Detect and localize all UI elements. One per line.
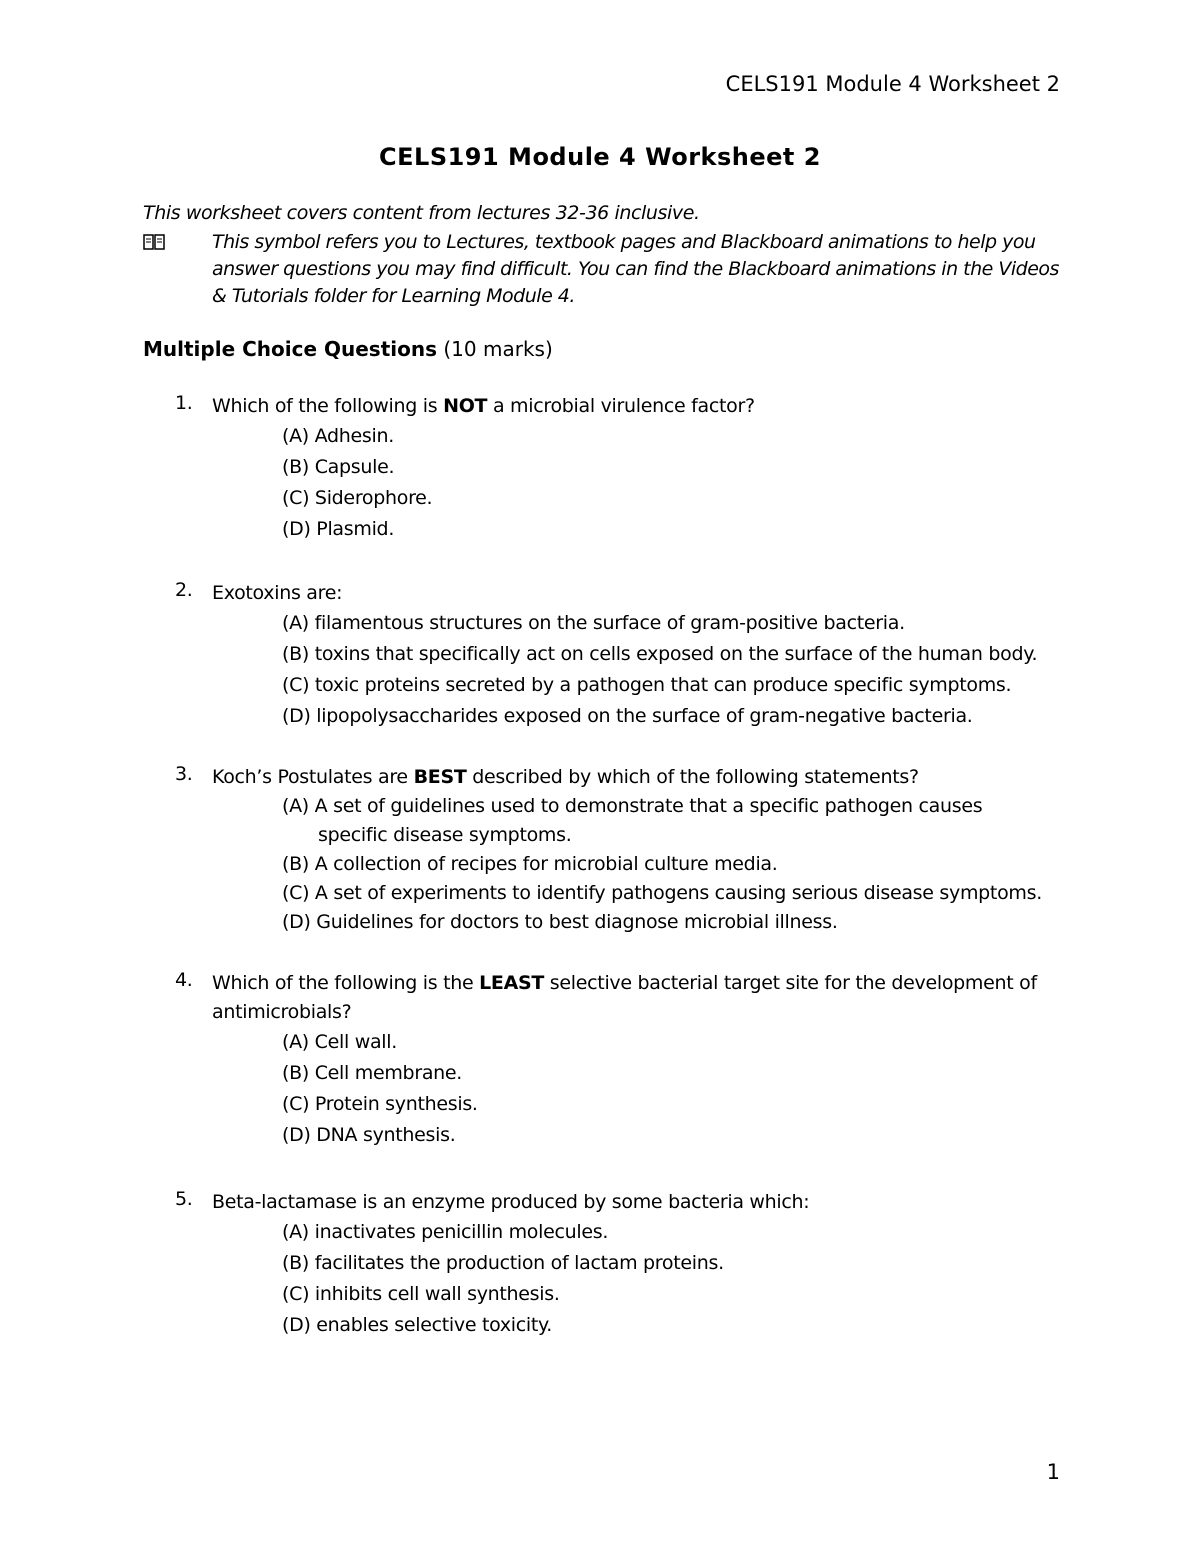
option-d: (D) DNA synthesis. bbox=[282, 1124, 456, 1146]
running-header: CELS191 Module 4 Worksheet 2 bbox=[725, 72, 1060, 96]
emphasis: LEAST bbox=[479, 972, 545, 994]
options-list bbox=[282, 792, 1075, 937]
question-2 bbox=[175, 579, 1075, 732]
option-b: (B) facilitates the production of lactam proteins. bbox=[282, 1252, 724, 1274]
intro-text: This worksheet covers content from lectures 32-36 inclusive. bbox=[143, 202, 700, 224]
option-d: (D) Plasmid. bbox=[282, 518, 395, 540]
option-b: (B) A collection of recipes for microbial culture media. bbox=[282, 853, 778, 875]
page-number: 1 bbox=[1046, 1460, 1060, 1484]
options-list bbox=[282, 1027, 1075, 1151]
page-title: CELS191 Module 4 Worksheet 2 bbox=[379, 143, 821, 171]
option-a: (A) Cell wall. bbox=[282, 1031, 397, 1053]
option-c: (C) toxic proteins secreted by a pathogen that can produce specific symptoms. bbox=[282, 674, 1012, 696]
option-a: (A) A set of guidelines used to demonstrate that a specific pathogen causes specific disease symptoms. bbox=[282, 792, 1075, 850]
question-number: 5. bbox=[175, 1188, 193, 1210]
reference-note-text: This symbol refers you to Lectures, textbook pages and Blackboard animations to help you answer questions you may find difficult. You can find the Blackboard animations in the Videos & Tutorials folder for Learning Module 4. bbox=[212, 231, 1059, 307]
question-1 bbox=[175, 392, 1075, 545]
section-heading bbox=[143, 337, 553, 361]
emphasis: NOT bbox=[443, 395, 488, 417]
question-4 bbox=[175, 969, 1075, 1151]
option-a: (A) filamentous structures on the surface of gram-positive bacteria. bbox=[282, 612, 905, 634]
option-a: (A) Adhesin. bbox=[282, 425, 394, 447]
question-stem: Koch’s Postulates are BEST described by which of the following statements? bbox=[212, 766, 919, 788]
options-list bbox=[282, 608, 1075, 732]
option-c: (C) Protein synthesis. bbox=[282, 1093, 478, 1115]
reference-note bbox=[143, 229, 1073, 310]
options-list bbox=[282, 1217, 1075, 1341]
question-stem: Exotoxins are: bbox=[212, 582, 343, 604]
option-c: (C) inhibits cell wall synthesis. bbox=[282, 1283, 560, 1305]
option-d: (D) enables selective toxicity. bbox=[282, 1314, 553, 1336]
question-stem: Beta-lactamase is an enzyme produced by some bacteria which: bbox=[212, 1191, 810, 1213]
question-number: 3. bbox=[175, 763, 193, 785]
question-number: 1. bbox=[175, 392, 193, 414]
section-marks: (10 marks) bbox=[443, 337, 553, 361]
emphasis: BEST bbox=[413, 766, 467, 788]
question-stem: Which of the following is NOT a microbial virulence factor? bbox=[212, 395, 755, 417]
question-stem: Which of the following is the LEAST selective bacterial target site for the development of antimicrobials? bbox=[212, 972, 1037, 1023]
option-a: (A) inactivates penicillin molecules. bbox=[282, 1221, 609, 1243]
option-b: (B) toxins that specifically act on cells exposed on the surface of the human body. bbox=[282, 643, 1038, 665]
option-d: (D) Guidelines for doctors to best diagnose microbial illness. bbox=[282, 911, 838, 933]
question-5 bbox=[175, 1188, 1075, 1341]
option-b: (B) Capsule. bbox=[282, 456, 395, 478]
option-c: (C) A set of experiments to identify pathogens causing serious disease symptoms. bbox=[282, 882, 1042, 904]
question-3 bbox=[175, 763, 1075, 937]
options-list bbox=[282, 421, 1075, 545]
section-title: Multiple Choice Questions bbox=[143, 337, 438, 361]
option-b: (B) Cell membrane. bbox=[282, 1062, 463, 1084]
option-c: (C) Siderophore. bbox=[282, 487, 433, 509]
option-a-continuation: specific disease symptoms. bbox=[318, 824, 572, 846]
option-d: (D) lipopolysaccharides exposed on the surface of gram-negative bacteria. bbox=[282, 705, 973, 727]
question-number: 2. bbox=[175, 579, 193, 601]
question-number: 4. bbox=[175, 969, 193, 991]
book-icon bbox=[143, 233, 165, 251]
